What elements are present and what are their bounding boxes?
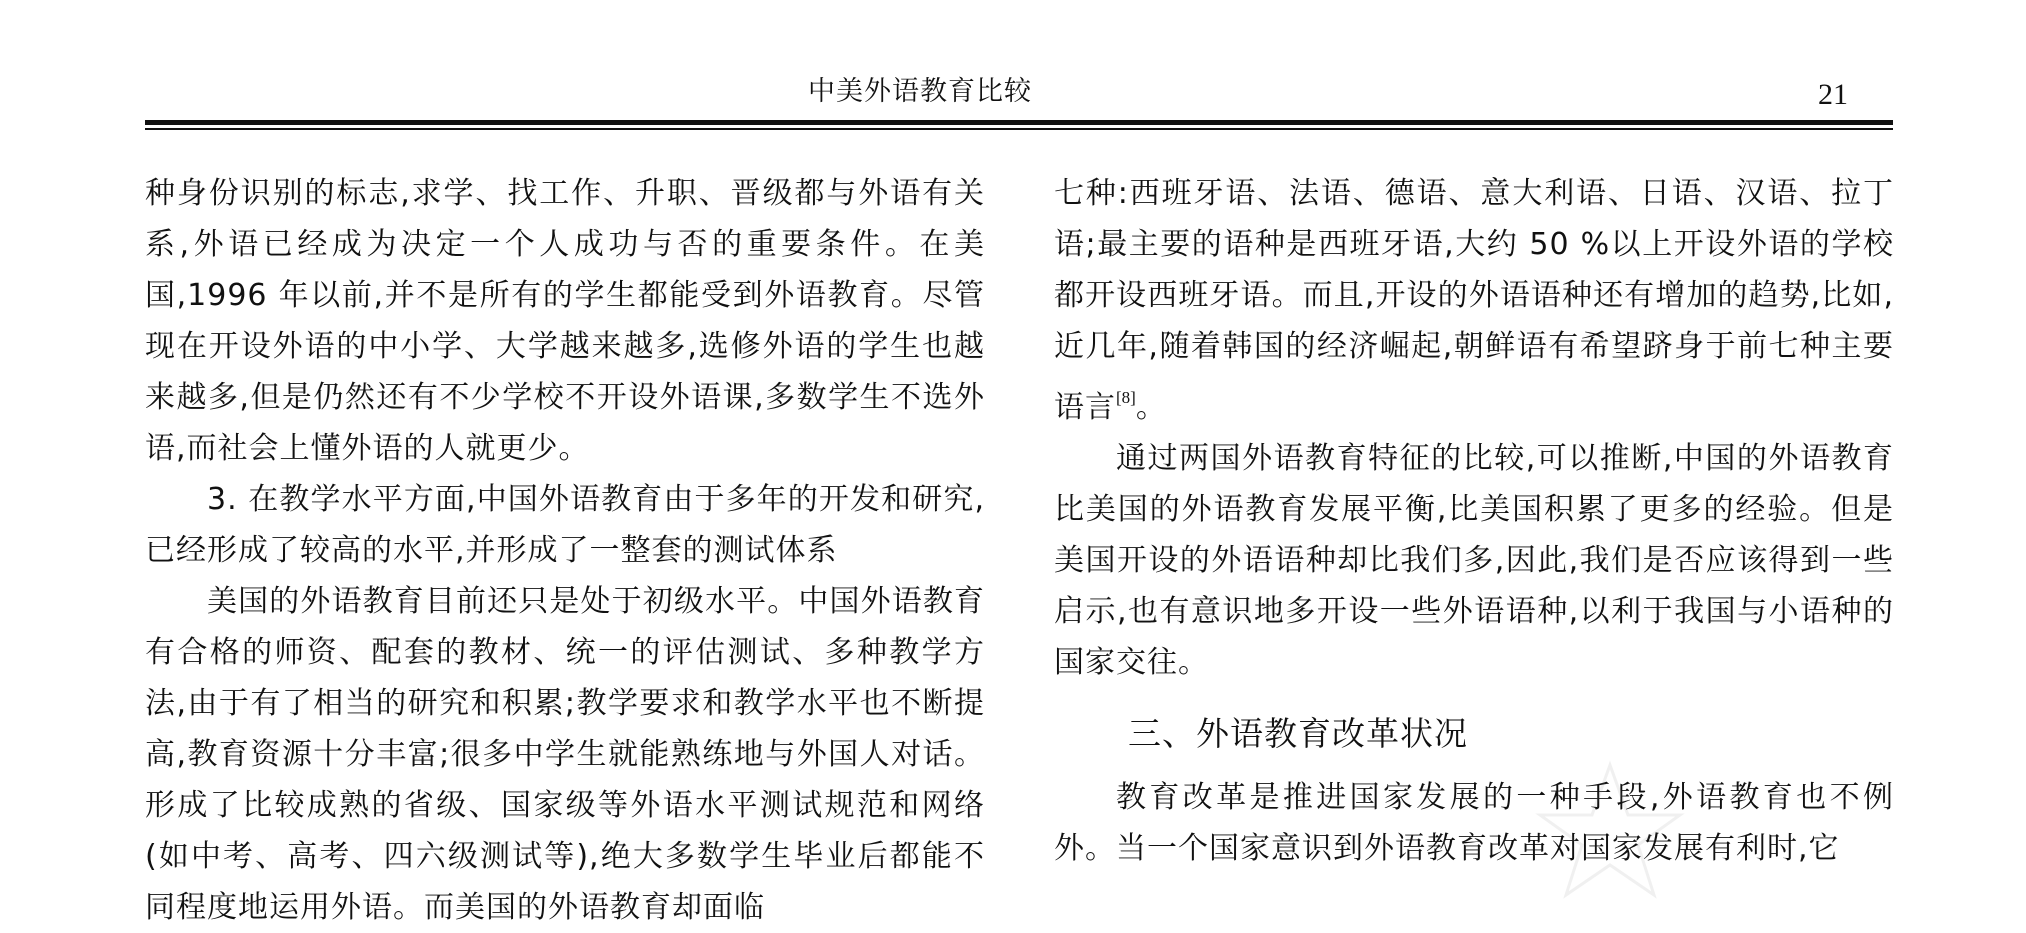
left-column <box>145 168 985 933</box>
star-watermark-icon <box>1500 760 1720 900</box>
paragraph-us-level: 美国的外语教育目前还只是处于初级水平。中国外语教育有合格的师资、配套的教材、统一的评估测试、多种教学方法,由于有了相当的研究和积累;教学要求和教学水平也不断提高,教育资源十分丰富;很多中学生就能熟练地与外国人对话。形成了比较成熟的省级、国家级等外语水平测试规范和网络(如中考、高考、四六级测试等),绝大多数学生毕业后都能不同程度地运用外语。而美国的外语教育却面临 <box>145 584 985 925</box>
page-number: 21 <box>1818 78 1848 111</box>
right-column <box>1054 168 1894 874</box>
paragraph-languages-end: 。 <box>1135 390 1167 425</box>
paragraph-comparison: 通过两国外语教育特征的比较,可以推断,中国的外语教育比美国的外语教育发展平衡,比美国积累了更多的经验。但是美国开设的外语语种却比我们多,因此,我们是否应该得到一些启示,也有意识地多开设一些外语语种,以利于我国与小语种的国家交往。 <box>1054 441 1894 680</box>
header-rule-thick <box>145 120 1893 125</box>
paragraph-languages-text: 七种:西班牙语、法语、德语、意大利语、日语、汉语、拉丁语;最主要的语种是西班牙语,大约 50 %以上开设外语的学校都开设西班牙语。而且,开设的外语语种还有增加的趋势,比如,近几年,随着韩国的经济崛起,朝鲜语有希望跻身于前七种主要语言 <box>1054 176 1894 425</box>
header-rule-thin <box>145 128 1893 130</box>
paragraph-languages <box>1054 168 1894 433</box>
paragraph-point-3: 3. 在教学水平方面,中国外语教育由于多年的开发和研究,已经形成了较高的水平,并形成了一整套的测试体系 <box>145 482 985 568</box>
paragraph-reform: 教育改革是推进国家发展的一种手段,外语教育也不例外。当一个国家意识到外语教育改革对国家发展有利时,它 <box>1054 780 1894 866</box>
section-heading: 三、外语教育改革状况 <box>1128 714 1468 753</box>
running-header-title: 中美外语教育比较 <box>808 76 1032 107</box>
paragraph-continuation: 种身份识别的标志,求学、找工作、升职、晋级都与外语有关系,外语已经成为决定一个人成功与否的重要条件。在美国,1996 年以前,并不是所有的学生都能受到外语教育。尽管现在开设外语的中小学、大学越来越多,选修外语的学生也越来越多,但是仍然还有不少学校不开设外语课,多数学生不选外语,而社会上懂外语的人就更少。 <box>145 176 985 466</box>
citation-marker: [8] <box>1116 388 1136 407</box>
